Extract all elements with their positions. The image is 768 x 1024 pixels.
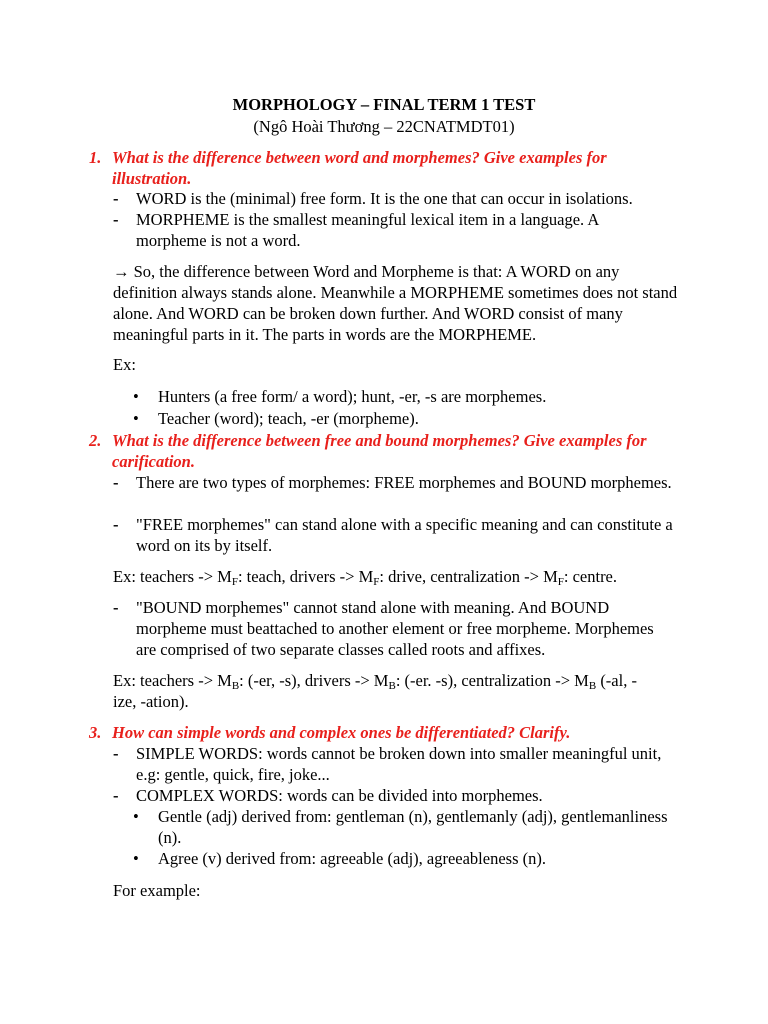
example-text: : centre. — [563, 567, 618, 586]
subscript: B — [388, 680, 396, 692]
list-item — [113, 743, 673, 785]
question-2 — [89, 430, 689, 472]
list-item-text: MORPHEME is the smallest meaningful lexical item in a language. A morpheme is not a word. — [136, 210, 599, 250]
question-text: What is the difference between free and bound morphemes? Give examples for carification. — [112, 431, 647, 471]
example-text: : drive, centralization -> M — [379, 567, 558, 586]
dash-marker: - — [113, 744, 119, 763]
dash-marker: - — [113, 210, 119, 229]
subscript: B — [588, 680, 597, 692]
question-text: How can simple words and complex ones be differentiated? Clarify. — [112, 723, 571, 742]
subscript: F — [231, 576, 238, 588]
list-item-text: WORD is the (minimal) free form. It is the one that can occur in isolations. — [136, 189, 633, 208]
list-item-text: "BOUND morphemes" cannot stand alone with meaning. And BOUND morpheme must beattached to another element or free morpheme. Morphemes are comprised of two separate classes called roots and affixes. — [136, 598, 654, 659]
document-subtitle: (Ngô Hoài Thương – 22CNATMDT01) — [253, 117, 515, 136]
list-item-text: "FREE morphemes" can stand alone with a specific meaning and can constitute a word on its by itself. — [136, 515, 673, 555]
question-1 — [89, 147, 689, 189]
list-item — [113, 188, 673, 209]
for-example-label: For example: — [113, 881, 201, 900]
example-text: Ex: teachers -> M — [113, 671, 232, 690]
list-item — [113, 472, 673, 493]
question-text: What is the difference between word and morphemes? Give examples for illustration. — [112, 148, 607, 188]
list-item-text: SIMPLE WORDS: words cannot be broken down into smaller meaningful unit, e.g: gentle, quick, fire, joke... — [136, 744, 662, 784]
example-text: Ex: teachers -> M — [113, 567, 232, 586]
list-item-text: Hunters (a free form/ a word); hunt, -er, -s are morphemes. — [158, 387, 547, 406]
list-item-text: Agree (v) derived from: agreeable (adj), agreeableness (n). — [158, 849, 546, 868]
list-item — [133, 386, 693, 407]
bullet-marker: • — [133, 409, 139, 428]
subscript: F — [373, 576, 380, 588]
dash-marker: - — [113, 189, 119, 208]
list-item — [113, 514, 673, 556]
bullet-marker: • — [133, 387, 139, 406]
list-item — [113, 785, 673, 806]
example-label: Ex: — [113, 355, 136, 374]
subscript: B — [231, 680, 240, 692]
list-item-text: There are two types of morphemes: FREE morphemes and BOUND morphemes. — [136, 473, 672, 492]
example-text: : teach, drivers -> M — [237, 567, 374, 586]
question-number: 2. — [89, 431, 102, 450]
dash-marker: - — [113, 598, 119, 617]
dash-marker: - — [113, 473, 119, 492]
dash-marker: - — [113, 786, 119, 805]
list-item-text: Teacher (word); teach, -er (morpheme). — [158, 409, 419, 428]
example-text: (-al, - — [596, 671, 637, 690]
document-title: MORPHOLOGY – FINAL TERM 1 TEST — [232, 95, 536, 114]
list-item-text: COMPLEX WORDS: words can be divided into morphemes. — [136, 786, 543, 805]
free-morpheme-example — [113, 566, 678, 587]
example-text: : (-er, -s), drivers -> M — [239, 671, 389, 690]
list-item-text: Gentle (adj) derived from: gentleman (n), gentlemanly (adj), gentlemanliness (n). — [158, 807, 668, 847]
example-text: ize, -ation). — [113, 692, 189, 711]
list-item — [133, 806, 693, 848]
subscript: F — [557, 576, 564, 588]
question-number: 3. — [89, 723, 102, 742]
list-item — [113, 209, 673, 251]
question-3 — [89, 722, 689, 743]
bullet-marker: • — [133, 807, 139, 826]
list-item — [133, 408, 693, 429]
bound-morpheme-example — [113, 670, 678, 712]
question-number: 1. — [89, 148, 102, 167]
dash-marker: - — [113, 515, 119, 534]
example-text: : (-er. -s), centralization -> M — [395, 671, 589, 690]
bullet-marker: • — [133, 849, 139, 868]
list-item — [133, 848, 693, 869]
summary-paragraph: → So, the difference between Word and Morpheme is that: A WORD on any definition always stands alone. Meanwhile a MORPHEME sometimes does not stand alone. And WORD can be broken down further. And WORD consist of many meaningful parts in it. The parts in words are the MORPHEME. — [113, 262, 678, 344]
list-item — [113, 597, 673, 660]
